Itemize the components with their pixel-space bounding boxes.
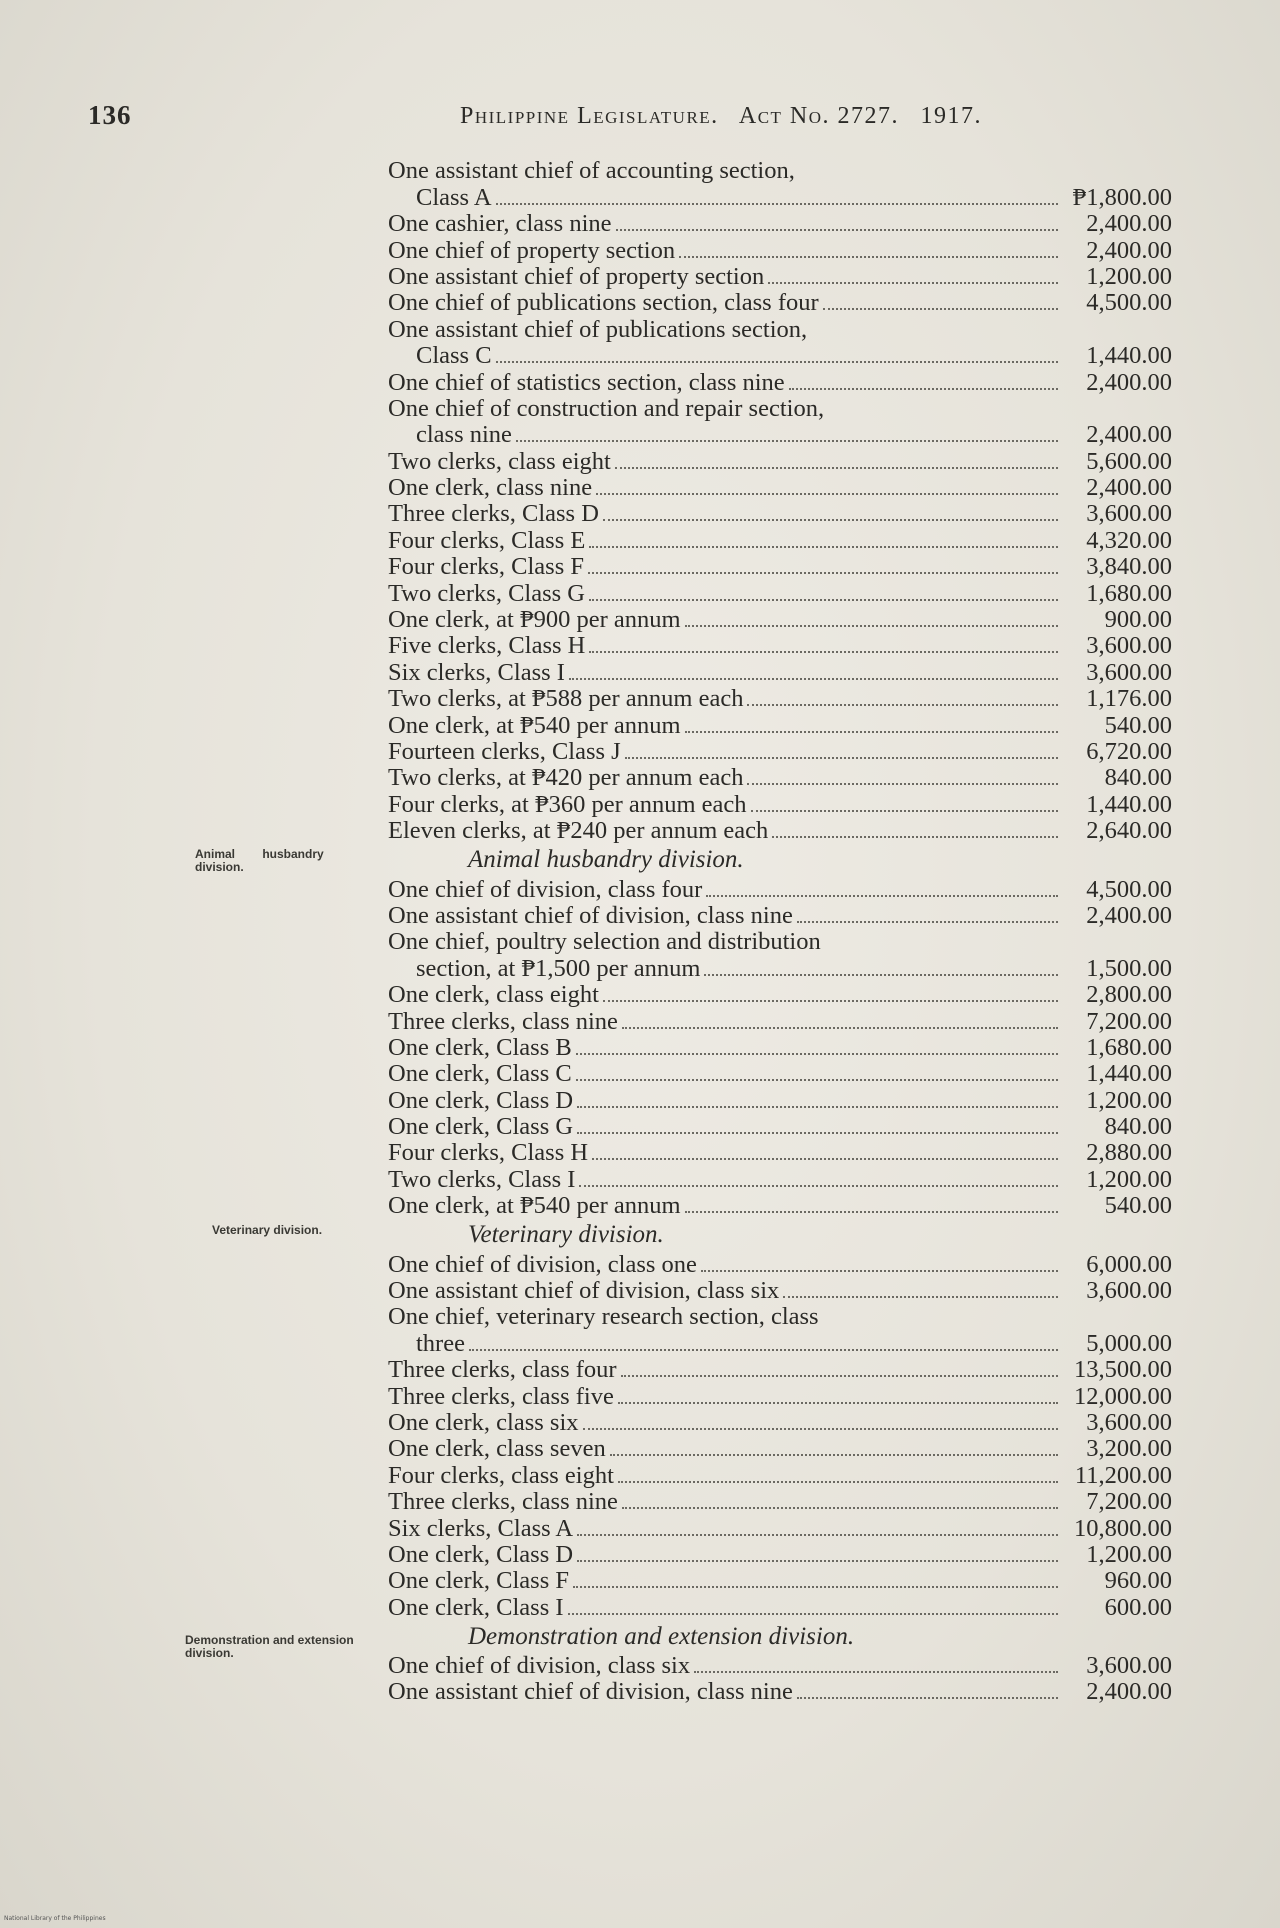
line-item-amount: 1,200.00 xyxy=(1086,262,1172,290)
appropriation-listing xyxy=(388,158,1178,1705)
line-item-amount: 900.00 xyxy=(1104,606,1172,634)
running-head-act: Act No. 2727. xyxy=(738,103,900,129)
section-accounting xyxy=(388,158,1178,844)
line-item xyxy=(388,1653,1178,1679)
line-item xyxy=(388,1008,1178,1034)
line-item-amount: 960.00 xyxy=(1104,1567,1172,1595)
line-item-amount: 600.00 xyxy=(1104,1593,1172,1621)
line-item-label: Three clerks, class five xyxy=(388,1382,614,1410)
line-item xyxy=(388,1251,1178,1277)
line-item-label: Class A xyxy=(416,183,492,211)
line-item-label: Four clerks, Class E xyxy=(388,526,586,554)
line-item-label: One clerk, class eight xyxy=(388,981,599,1009)
line-item-amount: 3,840.00 xyxy=(1086,553,1172,581)
dot-leader xyxy=(577,1559,1058,1562)
footer-mark: National Library of the Philippines xyxy=(4,1915,106,1922)
line-item-amount: 7,200.00 xyxy=(1086,1488,1172,1516)
line-item-label: One chief of property section xyxy=(388,236,676,264)
line-item xyxy=(388,1594,1178,1620)
line-item xyxy=(388,1087,1178,1113)
line-item xyxy=(388,211,1178,237)
dot-leader xyxy=(576,1078,1058,1081)
line-item-amount: 840.00 xyxy=(1104,764,1172,792)
dot-leader xyxy=(622,1506,1058,1509)
section-demonstration xyxy=(388,1653,1178,1706)
line-item-label: Three clerks, class nine xyxy=(388,1007,618,1035)
line-item-amount: 1,440.00 xyxy=(1086,342,1172,370)
dot-leader xyxy=(583,1427,1059,1430)
dot-leader xyxy=(516,439,1058,442)
line-item-amount: 11,200.00 xyxy=(1074,1461,1172,1489)
line-item-label: One assistant chief of division, class nine xyxy=(388,1678,793,1706)
line-item xyxy=(388,1140,1178,1166)
dot-leader xyxy=(701,1269,1058,1272)
line-item-amount: 2,800.00 xyxy=(1086,981,1172,1009)
line-item-amount: 1,680.00 xyxy=(1086,1033,1172,1061)
dot-leader xyxy=(618,1480,1058,1483)
line-item-label: One clerk, Class B xyxy=(388,1033,572,1061)
line-item xyxy=(388,264,1178,290)
line-item xyxy=(388,316,1178,342)
line-item xyxy=(388,184,1178,210)
line-item-amount: 6,720.00 xyxy=(1086,737,1172,765)
line-item-label: One chief, poultry selection and distribution xyxy=(388,928,821,956)
heading-demonstration: Demonstration and extension division. xyxy=(468,1622,855,1650)
line-item-amount: 2,400.00 xyxy=(1086,210,1172,238)
line-item xyxy=(388,739,1178,765)
line-item xyxy=(388,876,1178,902)
line-item-label: One chief of division, class one xyxy=(388,1250,697,1278)
line-item-label: Six clerks, Class I xyxy=(388,658,565,686)
sidenote-demonstration xyxy=(185,1634,385,1660)
dot-leader xyxy=(772,835,1058,838)
line-item-label: Fourteen clerks, Class J xyxy=(388,737,621,765)
line-item-label: Four clerks, Class F xyxy=(388,553,584,581)
running-head-year: 1917. xyxy=(920,103,983,129)
line-item-label: One clerk, at ₱540 per annum xyxy=(388,711,681,739)
line-item xyxy=(388,1410,1178,1436)
dot-leader xyxy=(747,782,1058,785)
line-item xyxy=(388,982,1178,1008)
line-item xyxy=(388,475,1178,501)
line-item-amount: 1,440.00 xyxy=(1086,790,1172,818)
line-item xyxy=(388,712,1178,738)
line-item-label: Class C xyxy=(416,342,492,370)
line-item-amount: 4,500.00 xyxy=(1086,289,1172,317)
dot-leader xyxy=(610,1453,1058,1456)
dot-leader xyxy=(625,756,1058,759)
line-item-amount: 2,400.00 xyxy=(1086,368,1172,396)
line-item xyxy=(388,396,1178,422)
line-item xyxy=(388,527,1178,553)
line-item-amount: 5,000.00 xyxy=(1086,1329,1172,1357)
line-item xyxy=(388,237,1178,263)
line-item xyxy=(388,1489,1178,1515)
line-item-label: One assistant chief of property section xyxy=(388,262,765,290)
dot-leader xyxy=(603,999,1058,1002)
dot-leader xyxy=(569,677,1058,680)
line-item xyxy=(388,1542,1178,1568)
line-item xyxy=(388,765,1178,791)
line-item-amount: 3,600.00 xyxy=(1086,1652,1172,1680)
line-item-amount: 3,600.00 xyxy=(1086,632,1172,660)
line-item-amount: ₱1,800.00 xyxy=(1072,183,1172,211)
line-item-amount: 3,600.00 xyxy=(1086,658,1172,686)
line-item xyxy=(388,903,1178,929)
running-head-publication: Philippine Legislature. xyxy=(460,103,719,129)
dot-leader xyxy=(783,1295,1058,1298)
line-item-amount: 1,680.00 xyxy=(1086,579,1172,607)
line-item-amount: 540.00 xyxy=(1104,711,1172,739)
dot-leader xyxy=(592,1157,1058,1160)
dot-leader xyxy=(685,1210,1058,1213)
line-item xyxy=(388,659,1178,685)
line-item-label: One clerk, at ₱900 per annum xyxy=(388,606,681,634)
line-item-amount: 840.00 xyxy=(1104,1113,1172,1141)
line-item xyxy=(388,1193,1178,1219)
line-item-label: Five clerks, Class H xyxy=(388,632,586,660)
dot-leader xyxy=(751,809,1058,812)
dot-leader xyxy=(694,1670,1058,1673)
dot-leader xyxy=(789,387,1058,390)
dot-leader xyxy=(797,1696,1058,1699)
sidenote-demonstration-text: Demonstration and extension division. xyxy=(185,1633,354,1660)
line-item-amount: 3,200.00 xyxy=(1086,1435,1172,1463)
line-item xyxy=(388,791,1178,817)
line-item-amount: 2,400.00 xyxy=(1086,1678,1172,1706)
line-item-label: One assistant chief of division, class nine xyxy=(388,901,793,929)
line-item-label: One chief of publications section, class four xyxy=(388,289,819,317)
line-item xyxy=(388,929,1178,955)
line-item-label: Two clerks, class eight xyxy=(388,447,611,475)
line-item-amount: 1,200.00 xyxy=(1086,1086,1172,1114)
line-item-label: section, at ₱1,500 per annum xyxy=(416,954,701,982)
dot-leader xyxy=(577,1533,1058,1536)
dot-leader xyxy=(706,894,1058,897)
line-item xyxy=(388,1035,1178,1061)
dot-leader xyxy=(618,1401,1058,1404)
line-item-amount: 540.00 xyxy=(1104,1192,1172,1220)
section-animal-husbandry xyxy=(388,876,1178,1219)
line-item-amount: 2,400.00 xyxy=(1086,421,1172,449)
line-item-label: One clerk, at ₱540 per annum xyxy=(388,1192,681,1220)
dot-leader xyxy=(577,1105,1058,1108)
line-item-label: One chief of division, class six xyxy=(388,1652,691,1680)
line-item-label: One clerk, Class D xyxy=(388,1540,574,1568)
line-item xyxy=(388,1114,1178,1140)
dot-leader xyxy=(768,281,1058,284)
line-item-label: three xyxy=(416,1329,465,1357)
sidenote-veterinary xyxy=(212,1224,322,1237)
line-item-amount: 6,000.00 xyxy=(1086,1250,1172,1278)
line-item-label: Four clerks, class eight xyxy=(388,1461,614,1489)
line-item xyxy=(388,554,1178,580)
dot-leader xyxy=(589,545,1058,548)
line-item-label: One clerk, Class C xyxy=(388,1060,572,1088)
line-item-label: One chief, veterinary research section, class xyxy=(388,1303,819,1331)
dot-leader xyxy=(747,703,1058,706)
dot-leader xyxy=(823,307,1058,310)
line-item-amount: 1,200.00 xyxy=(1086,1165,1172,1193)
line-item xyxy=(388,1568,1178,1594)
line-item-label: One assistant chief of accounting section, xyxy=(388,157,795,185)
line-item-label: Two clerks, at ₱420 per annum each xyxy=(388,764,744,792)
line-item xyxy=(388,343,1178,369)
line-item-label: Six clerks, Class A xyxy=(388,1514,574,1542)
line-item-amount: 3,600.00 xyxy=(1086,500,1172,528)
dot-leader xyxy=(603,518,1058,521)
dot-leader xyxy=(797,920,1058,923)
line-item xyxy=(388,955,1178,981)
line-item-amount: 2,640.00 xyxy=(1086,817,1172,845)
line-item-amount: 2,880.00 xyxy=(1086,1139,1172,1167)
line-item-label: One clerk, Class G xyxy=(388,1113,574,1141)
dot-leader xyxy=(576,1052,1058,1055)
line-item-label: Three clerks, Class D xyxy=(388,500,599,528)
sidenote-animal-husbandry xyxy=(195,848,395,874)
dot-leader xyxy=(577,1131,1058,1134)
line-item-amount: 10,800.00 xyxy=(1074,1514,1172,1542)
line-item-label: One chief of construction and repair section, xyxy=(388,394,825,422)
dot-leader xyxy=(615,466,1058,469)
line-item xyxy=(388,1462,1178,1488)
section-veterinary xyxy=(388,1251,1178,1620)
line-item-amount: 13,500.00 xyxy=(1074,1356,1172,1384)
line-item-amount: 12,000.00 xyxy=(1074,1382,1172,1410)
line-item xyxy=(388,369,1178,395)
line-item-label: One assistant chief of publications section, xyxy=(388,315,808,343)
line-item xyxy=(388,818,1178,844)
heading-animal-husbandry: Animal husbandry division. xyxy=(468,846,744,874)
line-item xyxy=(388,448,1178,474)
line-item-amount: 3,600.00 xyxy=(1086,1408,1172,1436)
line-item-label: Eleven clerks, at ₱240 per annum each xyxy=(388,817,769,845)
dot-leader xyxy=(496,202,1058,205)
line-item xyxy=(388,1166,1178,1192)
sidenote-animal-text: Animal husbandry division. xyxy=(195,847,324,874)
heading-veterinary: Veterinary division. xyxy=(468,1221,664,1249)
line-item-amount: 1,176.00 xyxy=(1086,685,1172,713)
line-item-amount: 1,500.00 xyxy=(1086,954,1172,982)
dot-leader xyxy=(588,571,1058,574)
dot-leader xyxy=(685,730,1058,733)
dot-leader xyxy=(589,650,1058,653)
line-item xyxy=(388,1679,1178,1705)
line-item-label: One clerk, Class I xyxy=(388,1593,564,1621)
line-item-amount: 1,200.00 xyxy=(1086,1540,1172,1568)
dot-leader xyxy=(622,1026,1058,1029)
line-item-amount: 2,400.00 xyxy=(1086,901,1172,929)
dot-leader xyxy=(685,624,1058,627)
line-item-label: Three clerks, class nine xyxy=(388,1488,618,1516)
line-item-label: Two clerks, Class I xyxy=(388,1165,576,1193)
line-item xyxy=(388,1357,1178,1383)
page-number: 136 xyxy=(88,100,132,130)
line-item-label: class nine xyxy=(416,421,512,449)
line-item-label: One clerk, Class F xyxy=(388,1567,569,1595)
line-item-amount: 2,400.00 xyxy=(1086,236,1172,264)
line-item xyxy=(388,607,1178,633)
line-item-label: Four clerks, Class H xyxy=(388,1139,589,1167)
line-item xyxy=(388,1436,1178,1462)
sidenote-veterinary-text: Veterinary division. xyxy=(212,1223,323,1237)
line-item-label: Two clerks, Class G xyxy=(388,579,585,607)
line-item-label: One assistant chief of division, class six xyxy=(388,1277,780,1305)
line-item-label: One cashier, class nine xyxy=(388,210,612,238)
line-item-amount: 5,600.00 xyxy=(1086,447,1172,475)
line-item-amount: 4,500.00 xyxy=(1086,875,1172,903)
line-item-amount: 3,600.00 xyxy=(1086,1277,1172,1305)
line-item xyxy=(388,158,1178,184)
line-item xyxy=(388,501,1178,527)
line-item xyxy=(388,633,1178,659)
dot-leader xyxy=(568,1612,1058,1615)
line-item-label: One chief of division, class four xyxy=(388,875,703,903)
line-item-label: One clerk, Class D xyxy=(388,1086,574,1114)
line-item xyxy=(388,686,1178,712)
dot-leader xyxy=(596,492,1058,495)
line-item-label: One clerk, class seven xyxy=(388,1435,606,1463)
dot-leader xyxy=(589,598,1058,601)
dot-leader xyxy=(579,1184,1058,1187)
line-item-amount: 4,320.00 xyxy=(1086,526,1172,554)
line-item xyxy=(388,1304,1178,1330)
dot-leader xyxy=(704,973,1058,976)
line-item xyxy=(388,1330,1178,1356)
line-item-amount: 1,440.00 xyxy=(1086,1060,1172,1088)
line-item xyxy=(388,422,1178,448)
line-item xyxy=(388,290,1178,316)
line-item xyxy=(388,1515,1178,1541)
dot-leader xyxy=(573,1585,1058,1588)
dot-leader xyxy=(469,1348,1058,1351)
dot-leader xyxy=(621,1374,1058,1377)
line-item xyxy=(388,1061,1178,1087)
line-item-label: One clerk, class six xyxy=(388,1408,579,1436)
running-head xyxy=(460,103,996,130)
dot-leader xyxy=(496,360,1058,363)
dot-leader xyxy=(679,255,1058,258)
line-item xyxy=(388,580,1178,606)
line-item-amount: 7,200.00 xyxy=(1086,1007,1172,1035)
line-item-label: Three clerks, class four xyxy=(388,1356,617,1384)
line-item-label: Four clerks, at ₱360 per annum each xyxy=(388,790,747,818)
dot-leader xyxy=(616,228,1058,231)
line-item-label: Two clerks, at ₱588 per annum each xyxy=(388,685,744,713)
line-item-label: One chief of statistics section, class nine xyxy=(388,368,785,396)
line-item-label: One clerk, class nine xyxy=(388,474,593,502)
line-item-amount: 2,400.00 xyxy=(1086,474,1172,502)
line-item xyxy=(388,1278,1178,1304)
line-item xyxy=(388,1383,1178,1409)
